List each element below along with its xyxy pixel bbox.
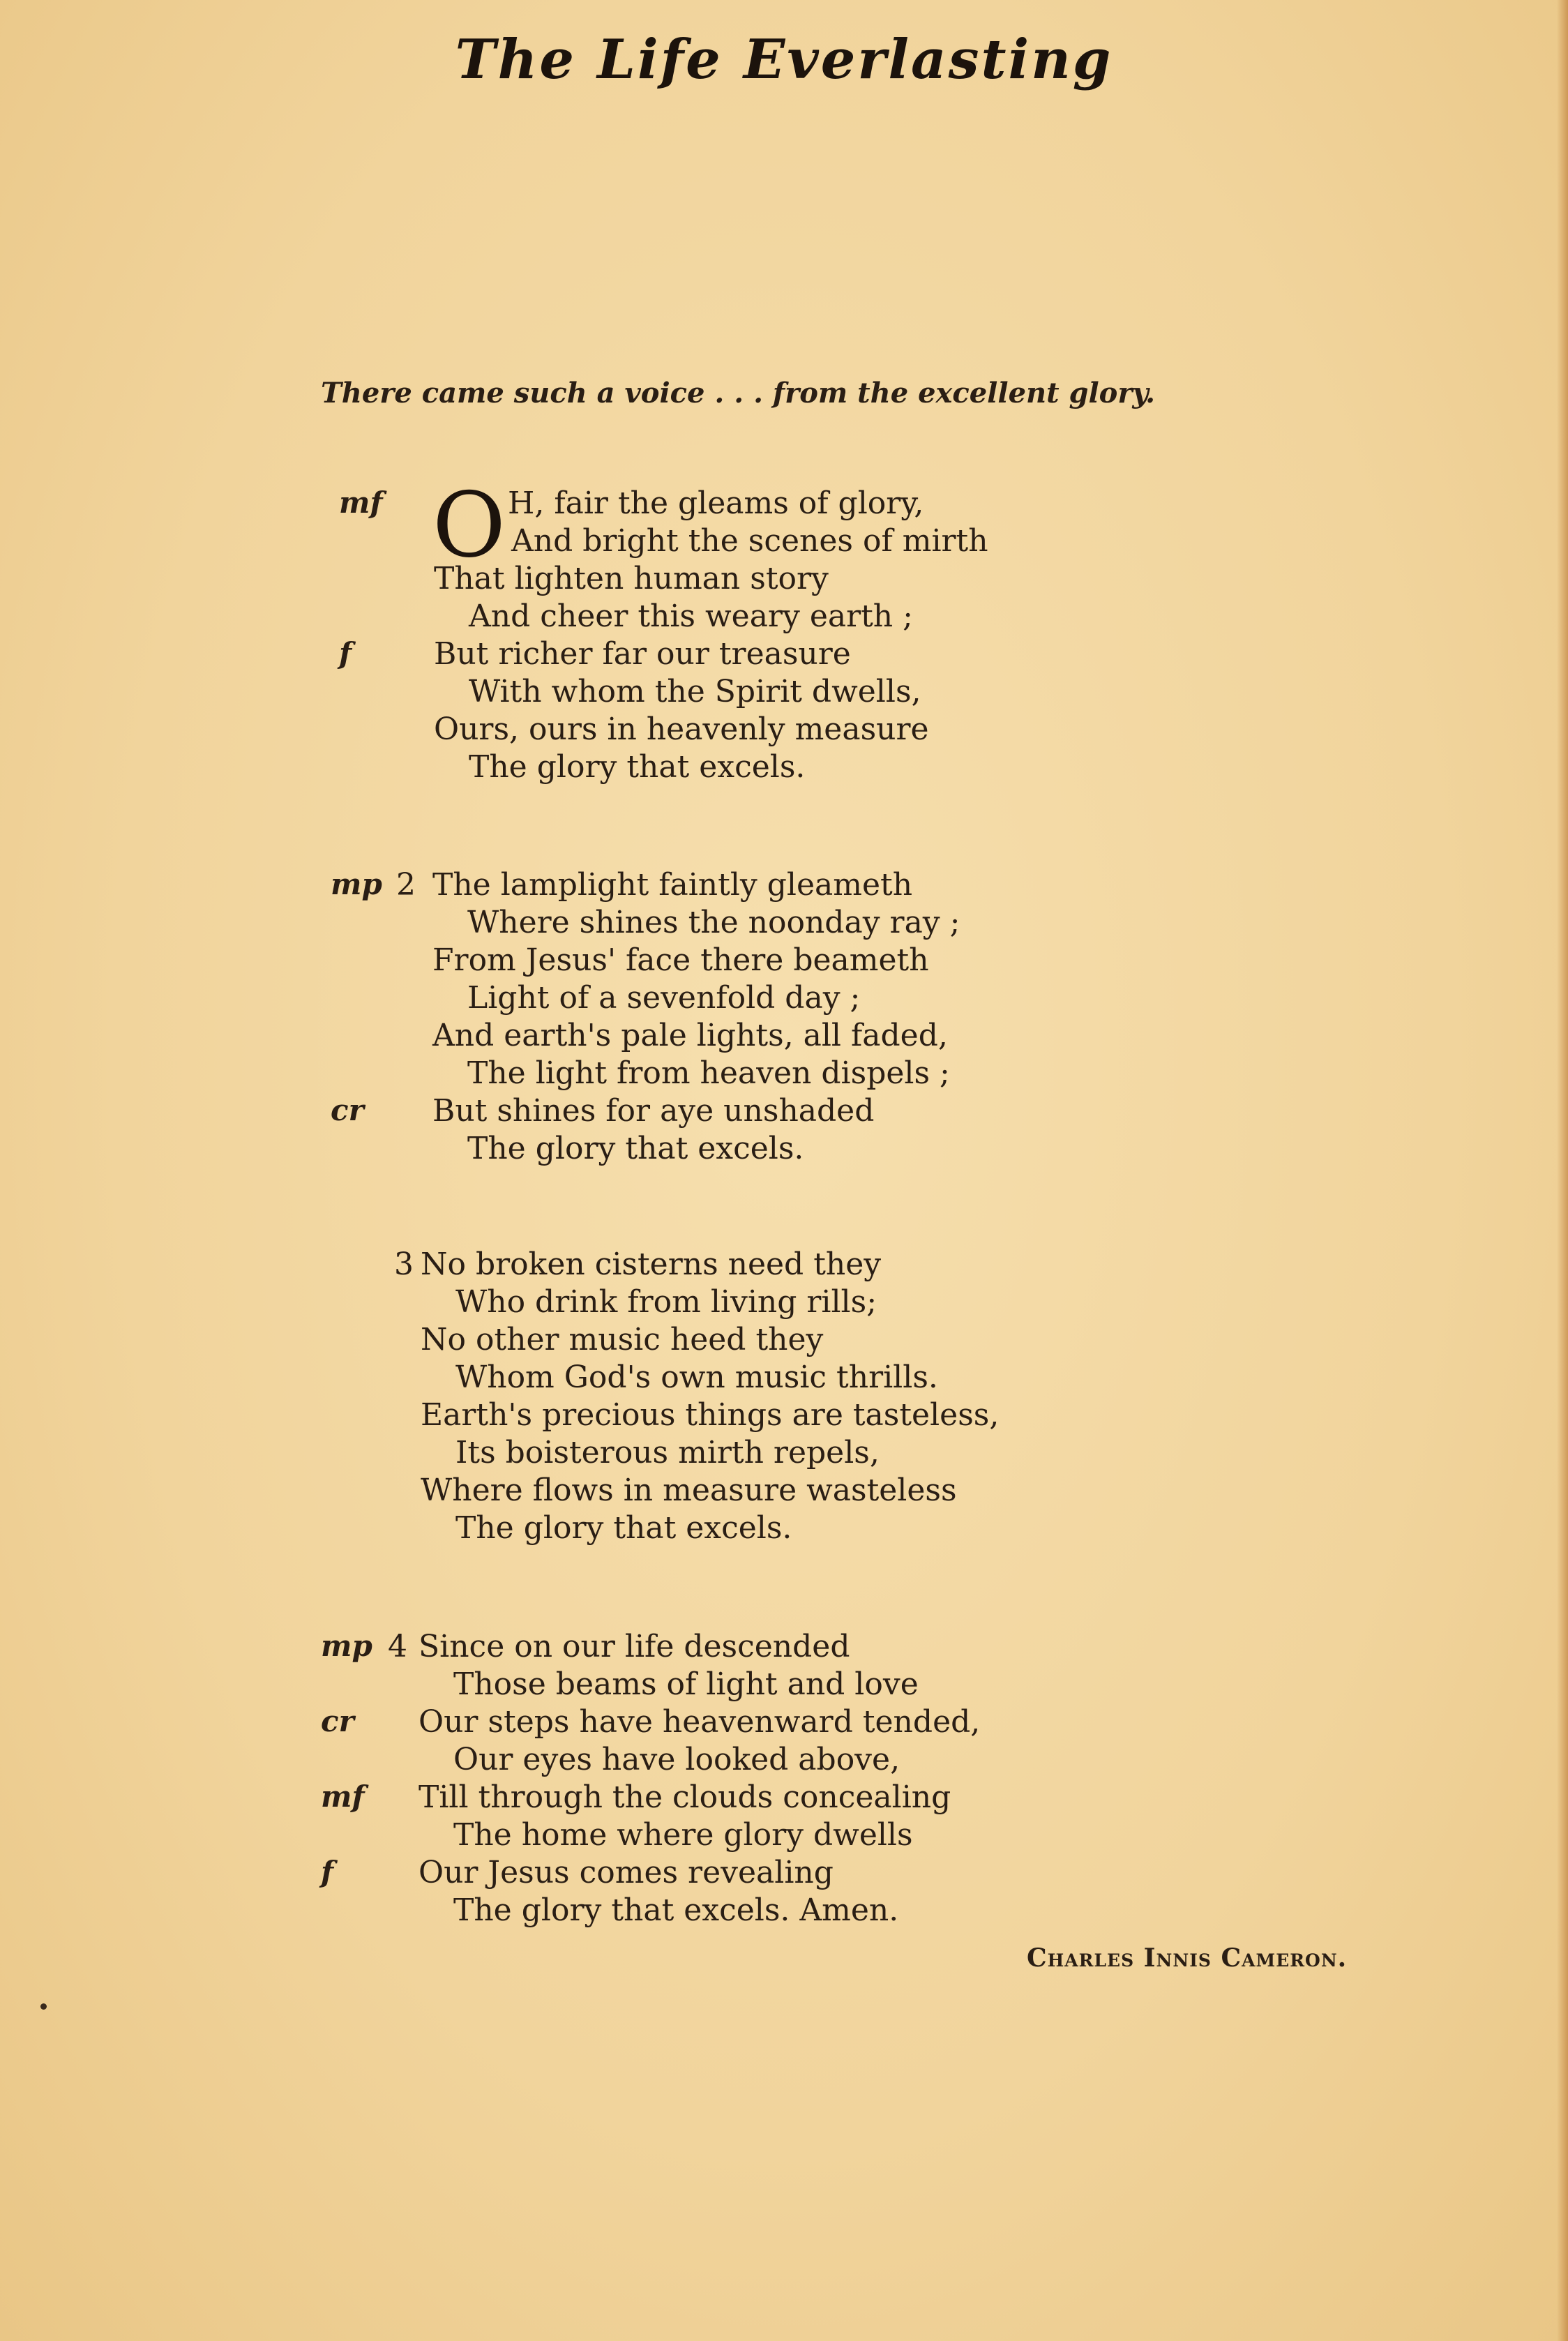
dynamic-marking: f (321, 1855, 334, 1889)
dynamic-marking: mf (339, 485, 383, 520)
hymn-line: But shines for aye unshaded (432, 1093, 875, 1129)
stanza-number: 4 (388, 1629, 407, 1664)
hymn-line: And bright the scenes of mirth (511, 523, 988, 559)
hymn-line: The home where glory dwells (453, 1817, 913, 1853)
hymn-line: And earth's pale lights, all faded, (432, 1018, 948, 1053)
hymn-line: H, fair the gleams of glory, (508, 485, 924, 521)
hymn-line: From Jesus' face there beameth (432, 942, 929, 978)
hymn-line: And cheer this weary earth ; (469, 599, 913, 634)
stanza-number: 2 (396, 867, 416, 903)
hymn-line: Ours, ours in heavenly measure (434, 712, 929, 747)
hymn-line: Till through the clouds concealing (419, 1779, 951, 1815)
ink-speck (40, 2003, 47, 2010)
dynamic-marking: cr (331, 1093, 364, 1127)
hymn-line: The glory that excels. Amen. (453, 1892, 899, 1928)
hymn-line: Our Jesus comes revealing (419, 1855, 834, 1890)
hymn-line: Its boisterous mirth repels, (455, 1435, 880, 1470)
dynamic-marking: mp (321, 1629, 372, 1663)
hymn-line: Earth's precious things are tasteless, (421, 1397, 1000, 1433)
drop-cap: O (432, 474, 506, 578)
hymn-line: Light of a sevenfold day ; (467, 980, 861, 1016)
dynamic-marking: mf (321, 1779, 365, 1814)
dynamic-marking: f (339, 636, 352, 670)
hymn-line: But richer far our treasure (434, 636, 851, 672)
hymn-line: Who drink from living rills; (455, 1284, 877, 1320)
hymn-line: The glory that excels. (455, 1510, 792, 1546)
hymn-line: That lighten human story (434, 561, 829, 596)
hymn-line: Our eyes have looked above, (453, 1742, 900, 1777)
dynamic-marking: cr (321, 1704, 354, 1738)
epigraph: There came such a voice . . . from the excellent glory. (321, 377, 1155, 409)
dynamic-marking: mp (331, 867, 382, 901)
hymn-line: Our steps have heavenward tended, (419, 1704, 981, 1740)
hymn-title: The Life Everlasting (455, 28, 1113, 91)
hymn-line: With whom the Spirit dwells, (469, 674, 921, 709)
hymn-line: Where shines the noonday ray ; (467, 905, 960, 940)
page-edge-shadow (1557, 0, 1568, 2341)
hymn-line: Those beams of light and love (453, 1666, 919, 1702)
hymn-line: No broken cisterns need they (421, 1247, 882, 1282)
hymn-line: The glory that excels. (467, 1131, 804, 1166)
hymn-line: The lamplight faintly gleameth (432, 867, 913, 903)
hymn-line: The glory that excels. (469, 749, 806, 785)
stanza-number: 3 (394, 1247, 414, 1282)
hymn-line: No other music heed they (421, 1322, 824, 1357)
hymn-line: Where flows in measure wasteless (421, 1473, 957, 1508)
hymn-line: Since on our life descended (419, 1629, 850, 1664)
author-credit: Charles Innis Cameron. (1027, 1943, 1348, 1973)
hymn-line: Whom God's own music thrills. (455, 1360, 938, 1395)
hymn-line: The light from heaven dispels ; (467, 1055, 950, 1091)
